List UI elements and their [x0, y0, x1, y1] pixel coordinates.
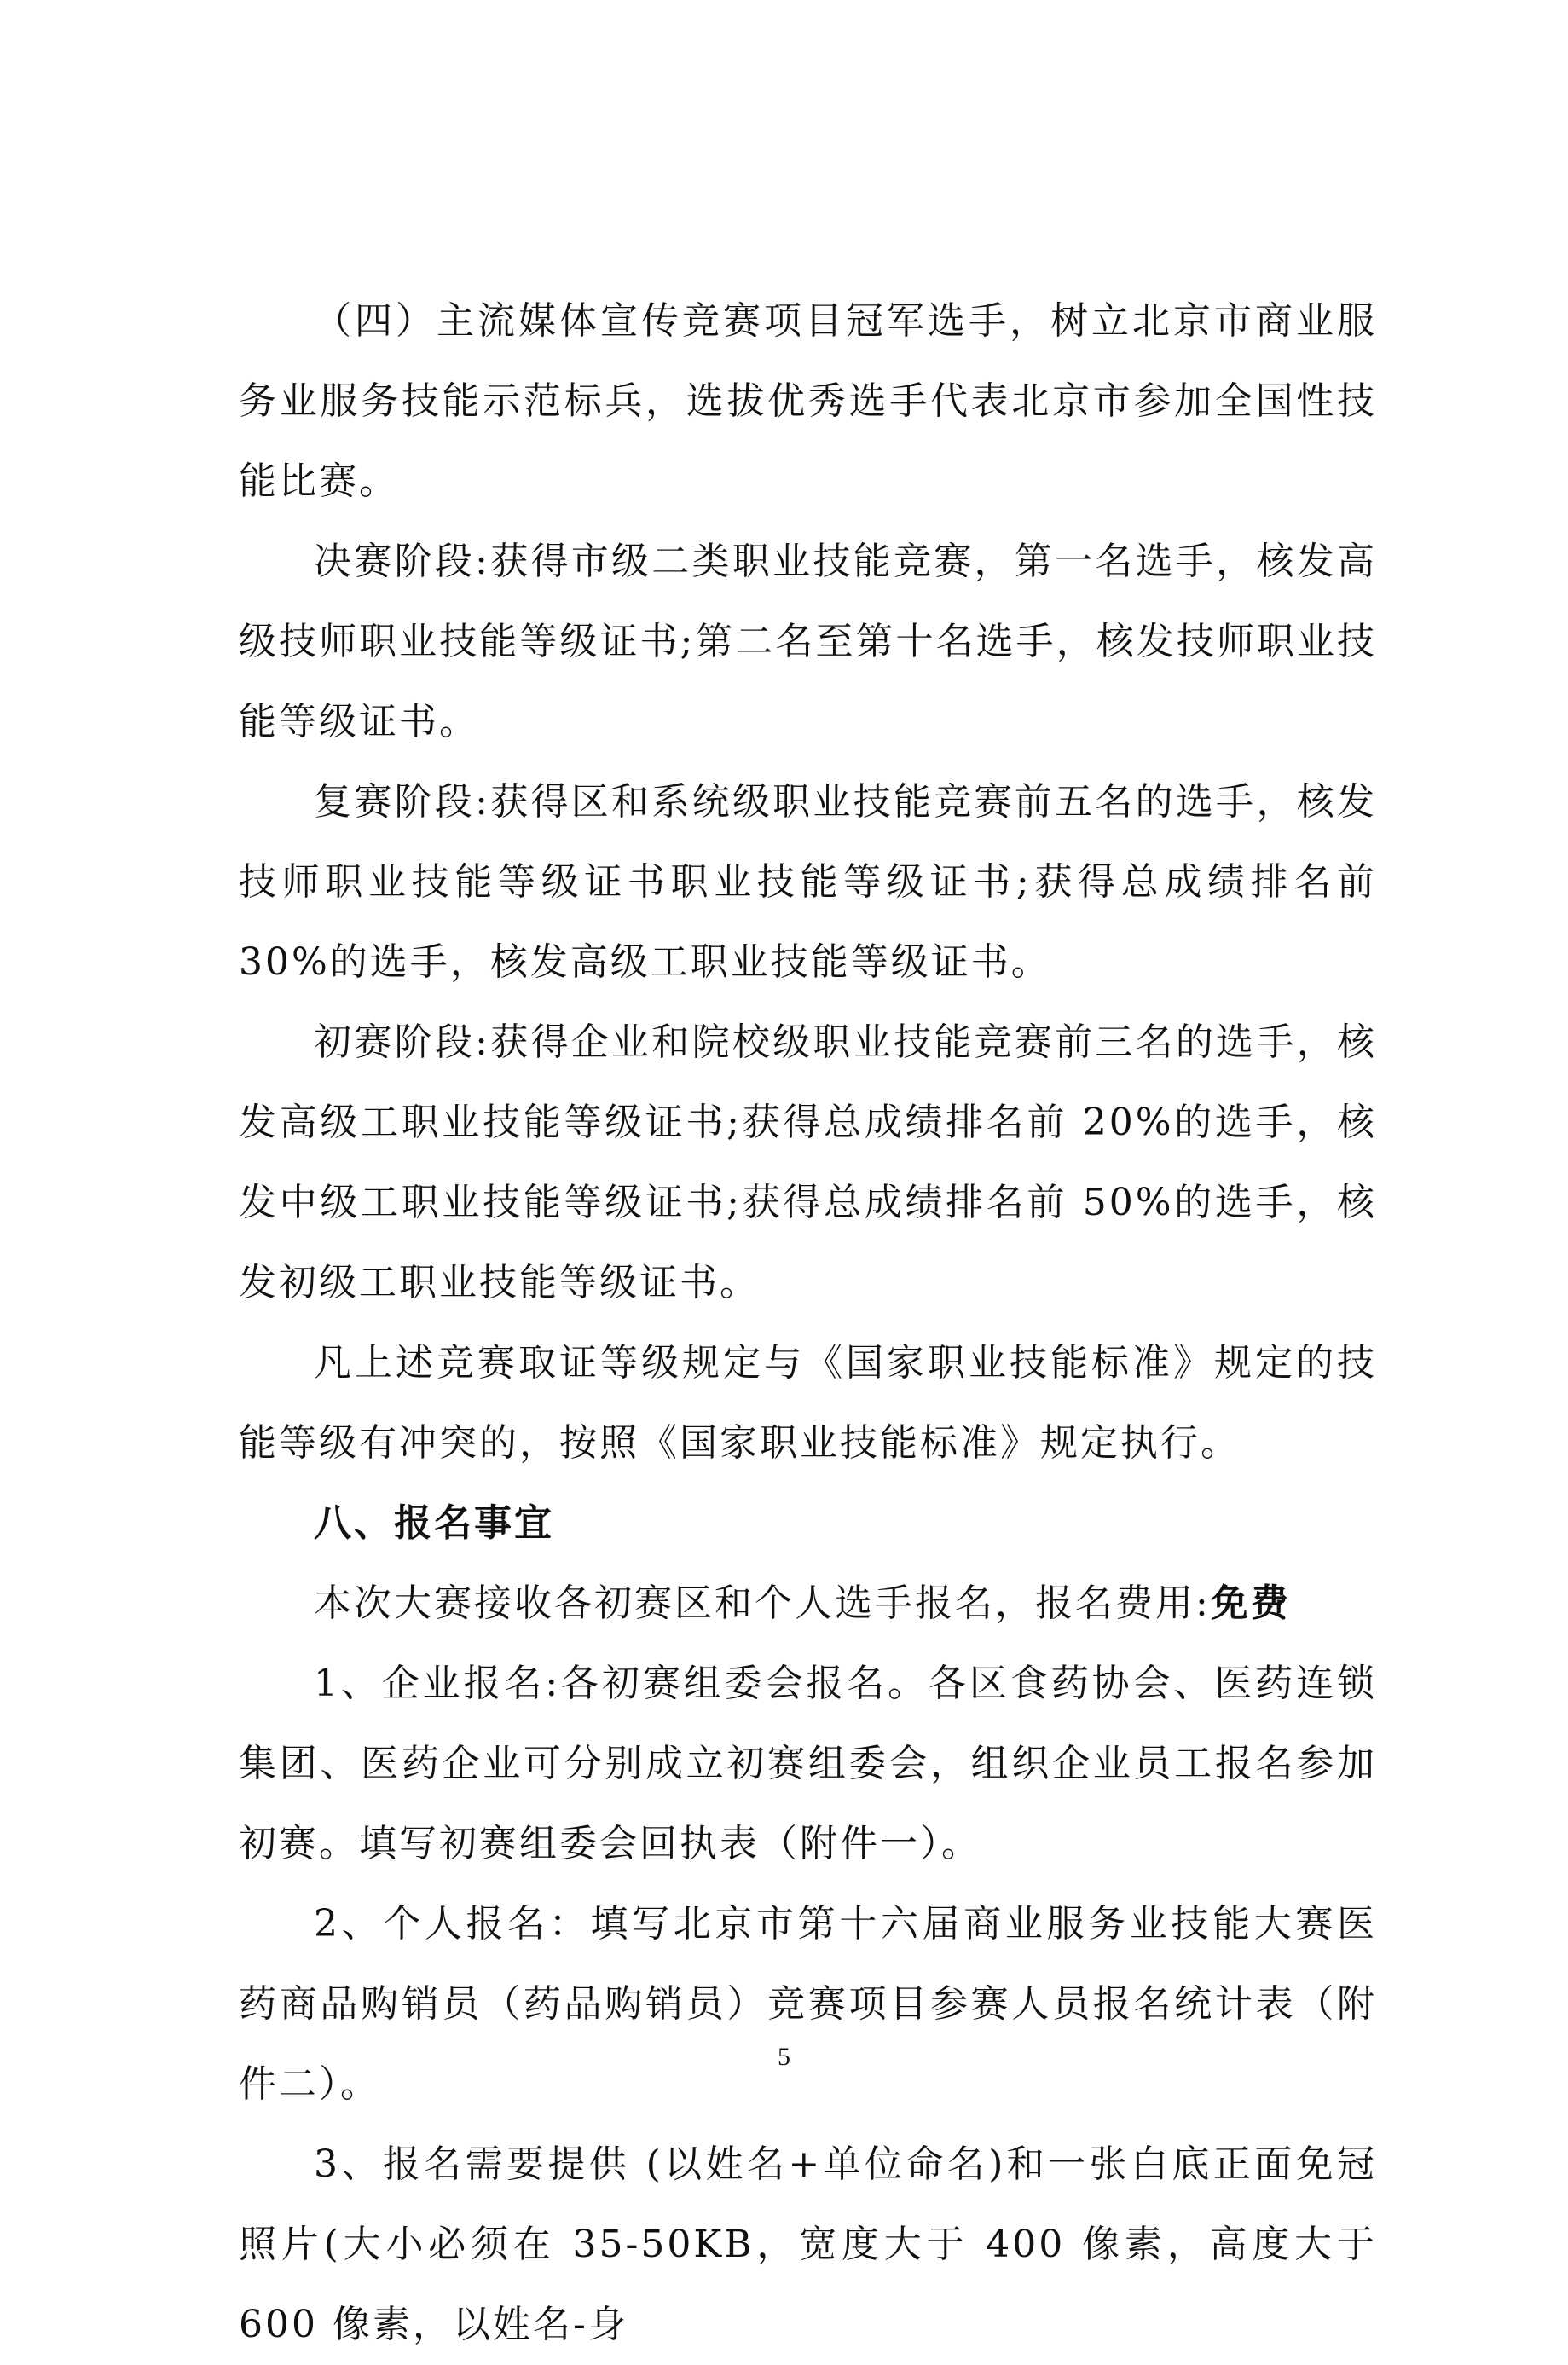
paragraph-final-stage: 决赛阶段:获得市级二类职业技能竞赛，第一名选手，核发高级技师职业技能等级证书;第二名至第十名选手，核发技师职业技能等级证书。	[239, 540, 1377, 743]
registration-fee-lead: 本次大赛接收各初赛区和个人选手报名，报名费用:	[314, 1581, 1211, 1625]
paragraph-preliminary-stage: 初赛阶段:获得企业和院校级职业技能竞赛前三名的选手，核发高级工职业技能等级证书;获得总成绩排名前 20%的选手，核发中级工职业技能等级证书;获得总成绩排名前 50%的选手，核发初级工职业技能等级证书。	[239, 1021, 1377, 1304]
section-heading-registration: 八、报名事宜	[314, 1501, 554, 1545]
paragraph-individual-registration: 2、个人报名：填写北京市第十六届商业服务业技能大赛医药商品购销员（药品购销员）竞赛项目参赛人员报名统计表（附件二）。	[239, 1902, 1377, 2106]
paragraph-enterprise-registration: 1、企业报名:各初赛组委会报名。各区食药协会、医药连锁集团、医药企业可分别成立初赛组委会，组织企业员工报名参加初赛。填写初赛组委会回执表（附件一）。	[239, 1662, 1377, 1865]
paragraph-standard-conflict: 凡上述竞赛取证等级规定与《国家职业技能标准》规定的技能等级有冲突的，按照《国家职业技能标准》规定执行。	[239, 1341, 1377, 1465]
page-number: 5	[778, 2043, 790, 2071]
paragraph-promotion: （四）主流媒体宣传竞赛项目冠军选手，树立北京市商业服务业服务技能示范标兵，选拔优秀选手代表北京市参加全国性技能比赛。	[239, 299, 1377, 503]
paragraph-registration-materials: 3、报名需要提供 (以姓名+单位命名)和一张白底正面免冠照片(大小必须在 35-50KB，宽度大于 400 像素，高度大于 600 像素，以姓名-身	[239, 2142, 1377, 2346]
paragraph-semifinal-stage: 复赛阶段:获得区和系统级职业技能竞赛前五名的选手，核发技师职业技能等级证书职业技能等级证书;获得总成绩排名前 30%的选手，核发高级工职业技能等级证书。	[239, 780, 1377, 984]
registration-fee-value: 免费	[1210, 1581, 1291, 1625]
paragraph-registration-fee	[239, 1564, 1377, 1644]
